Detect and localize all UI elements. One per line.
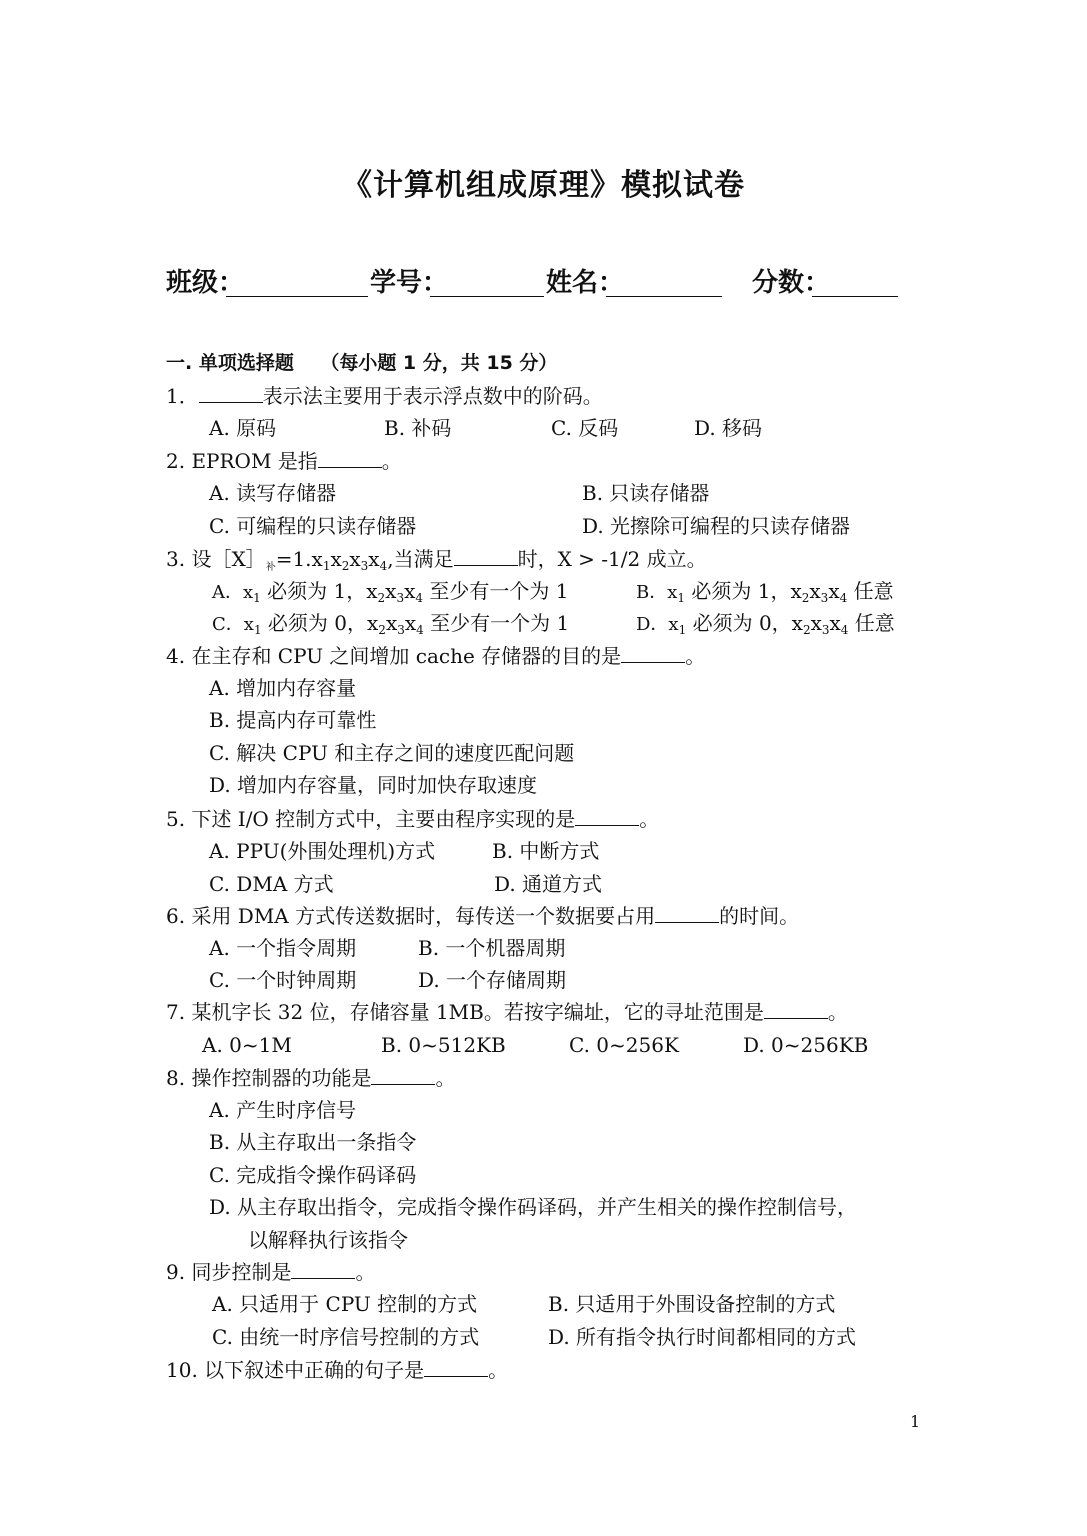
q7-option-a: A. 0~1M [202,1033,292,1057]
question-end: 。 [827,1000,848,1024]
question-text: 8. 操作控制器的功能是 [166,1066,372,1090]
q5-option-d: D. 通道方式 [494,872,603,896]
student-info-row [166,262,926,302]
question-end: 。 [639,807,660,831]
answer-blank[interactable] [291,1260,355,1279]
answer-blank[interactable] [199,384,263,403]
question-7 [166,999,848,1025]
name-blank[interactable] [606,296,722,297]
q6-option-d: D. 一个存储周期 [418,968,567,992]
option-text: 任意 [847,579,894,603]
q1-option-b: B. 补码 [384,416,452,440]
q6-option-b: B. 一个机器周期 [418,936,566,960]
question-end: 的时间。 [719,904,800,928]
question-text: 7. 某机字长 32 位，存储容量 1MB。若按字编址，它的寻址范围是 [166,1000,764,1024]
name-label: 姓名： [546,268,625,298]
q2-option-b: B. 只读存储器 [582,481,710,505]
question-number: 1． [166,384,199,408]
q6-option-a: A. 一个指令周期 [209,936,357,960]
question-text: 6. 采用 DMA 方式传送数据时，每传送一个数据要占用 [166,904,656,928]
q7-option-b: B. 0~512KB [381,1033,506,1057]
question-end: 。 [381,449,402,473]
option-text: 至少有一个为 1 [423,579,569,603]
q3-option-d: D．$x_1$ 必须为 0，$x_2x_3x_4$ 任意 [636,611,895,637]
option-text: 至少有一个为 1 [423,611,570,635]
q9-option-b: B. 只适用于外围设备控制的方式 [548,1292,836,1316]
answer-blank[interactable] [318,449,382,468]
q8-option-c: C. 完成指令操作码译码 [209,1163,417,1187]
option-text: 必须为 1，x [260,579,378,603]
question-5 [166,806,659,832]
option-text: 必须为 0，x [686,611,803,635]
answer-blank[interactable] [621,644,685,663]
question-text: 时，X > -1/2 成立。 [517,547,707,571]
section-score-note: （每小题 1 分，共 15 分） [320,352,558,374]
answer-blank[interactable] [575,807,639,826]
question-end: 。 [355,1260,376,1284]
question-text: x [330,547,342,571]
question-1 [166,383,603,409]
option-text: 必须为 0，x [261,611,379,635]
question-end: 。 [685,644,706,668]
q3-option-a: A．$x_1$ 必须为 1，$x_2x_3x_4$ 至少有一个为 1 [212,579,569,605]
question-text: 2. EPROM 是指 [166,449,318,473]
student-id-blank[interactable] [430,296,544,297]
option-text: 必须为 1，x [685,579,802,603]
question-text: x [349,547,361,571]
section-heading [166,350,557,376]
score-blank[interactable] [812,296,898,297]
q4-option-a: A. 增加内存容量 [209,676,357,700]
q1-option-c: C. 反码 [551,416,619,440]
question-end: 。 [435,1066,456,1090]
q9-option-c: C. 由统一时序信号控制的方式 [212,1325,480,1349]
question-8 [166,1065,455,1091]
answer-blank[interactable] [454,547,518,566]
question-6 [166,903,799,929]
score-label: 分数： [752,268,831,298]
question-text: 9. 同步控制是 [166,1260,292,1284]
q8-option-a: A. 产生时序信号 [209,1098,357,1122]
answer-blank[interactable] [424,1358,488,1377]
class-label: 班级： [166,268,245,298]
question-text: ,当满足 [387,547,454,571]
question-text: 5. 下述 I/O 控制方式中，主要由程序实现的是 [166,807,576,831]
option-text: 任意 [848,611,895,635]
option-text: C．x [212,614,254,635]
q6-option-c: C. 一个时钟周期 [209,968,357,992]
page-number: 1 [910,1412,921,1431]
q8-option-b: B. 从主存取出一条指令 [209,1130,417,1154]
page-title: 《计算机组成原理》模拟试卷 [342,168,745,203]
q9-option-d: D. 所有指令执行时间都相同的方式 [548,1325,857,1349]
question-text: 10. 以下叙述中正确的句子是 [166,1358,425,1382]
question-text: 4. 在主存和 CPU 之间增加 cache 存储器的目的是 [166,644,622,668]
question-4 [166,643,705,669]
q4-option-d: D. 增加内存容量，同时加快存取速度 [209,773,538,797]
q5-option-a: A. PPU(外围处理机)方式 [209,839,436,863]
answer-blank[interactable] [655,904,719,923]
q3-option-c: C．$x_1$ 必须为 0，$x_2x_3x_4$ 至少有一个为 1 [212,611,570,637]
q5-option-b: B. 中断方式 [492,839,600,863]
question-text: x [368,547,380,571]
question-text: 表示法主要用于表示浮点数中的阶码。 [262,384,603,408]
q4-option-b: B. 提高内存可靠性 [209,708,377,732]
student-id-label: 学号： [370,268,449,298]
q1-option-a: A. 原码 [209,416,277,440]
answer-blank[interactable] [371,1066,435,1085]
q2-option-c: C. 可编程的只读存储器 [209,514,417,538]
option-text: D．x [636,614,679,635]
q5-option-c: C. DMA 方式 [209,872,334,896]
q8-option-d-continued: 以解释执行该指令 [248,1228,408,1252]
question-end: 。 [488,1358,509,1382]
q8-option-d: D. 从主存取出指令，完成指令操作码译码，并产生相关的操作控制信号， [209,1195,858,1219]
question-2 [166,448,402,474]
option-text: A．x [212,582,254,603]
question-10 [166,1357,508,1383]
question-9 [166,1259,375,1285]
q1-option-d: D. 移码 [694,416,763,440]
section-title: 一. 单项选择题 [166,352,294,374]
q9-option-a: A. 只适用于 CPU 控制的方式 [212,1292,478,1316]
q2-option-d: D. 光擦除可编程的只读存储器 [582,514,851,538]
option-text: B．x [636,582,678,603]
question-text: =1.x [275,547,323,571]
complement-subscript: 补 [265,562,276,573]
question-text: 3. 设［X］ [166,547,266,571]
q3-option-b: B．$x_1$ 必须为 1，$x_2x_3x_4$ 任意 [636,579,894,605]
class-blank[interactable] [226,296,368,297]
answer-blank[interactable] [764,1000,828,1019]
q7-option-d: D. 0~256KB [743,1033,869,1057]
q7-option-c: C. 0~256K [569,1033,679,1057]
q4-option-c: C. 解决 CPU 和主存之间的速度匹配问题 [209,741,575,765]
q2-option-a: A. 读写存储器 [209,481,337,505]
question-3: 3. 设$[X]_补=1.x_1x_2x_3x_4$,当满足 时，X > -1/2 成立。 [166,547,707,573]
